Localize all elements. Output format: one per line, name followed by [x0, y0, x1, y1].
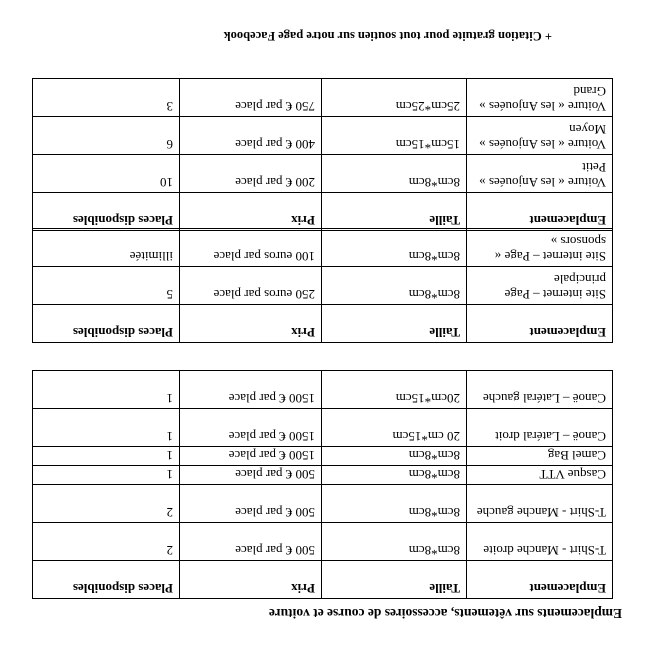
cell-prix: 400 € par place [180, 117, 322, 155]
table-row [33, 229, 613, 267]
column-header-taille: Taille [322, 193, 467, 231]
cell-places: illimitée [33, 229, 180, 267]
table-header-row [33, 193, 613, 231]
cell-places: 6 [33, 117, 180, 155]
column-header-prix: Prix [180, 193, 322, 231]
page-heading: Emplacements sur vêtements, accessoires de course et voiture [268, 606, 622, 621]
cell-prix: 200 € par place [180, 155, 322, 193]
cell-taille: 20 cm*15cm [322, 409, 467, 447]
table-header-row [33, 561, 613, 599]
cell-prix: 250 euros par place [180, 267, 322, 305]
cell-places: 1 [33, 371, 180, 409]
column-header-emplacement: Emplacement [467, 561, 613, 599]
cell-prix: 500 € par place [180, 523, 322, 561]
cell-prix: 500 € par place [180, 485, 322, 523]
table-row [33, 485, 613, 523]
table-row [33, 409, 613, 447]
cell-taille: 8cm*8cm [322, 485, 467, 523]
cell-places: 2 [33, 485, 180, 523]
cell-taille: 8cm*8cm [322, 155, 467, 193]
table-header-row [33, 305, 613, 343]
cell-taille: 8cm*8cm [322, 447, 467, 466]
table-row [33, 155, 613, 193]
cell-emplacement: T-Shirt - Manche droite [467, 523, 613, 561]
facebook-footnote: + Citation gratuite pour tout soutien sur notre page Facebook [223, 29, 552, 43]
table-row [33, 466, 613, 485]
table-row [33, 267, 613, 305]
cell-prix: 100 euros par place [180, 229, 322, 267]
column-header-prix: Prix [180, 561, 322, 599]
car-placements-table [32, 78, 613, 231]
table-row [33, 523, 613, 561]
cell-places: 1 [33, 447, 180, 466]
cell-places: 2 [33, 523, 180, 561]
cell-emplacement: Camel Bag [467, 447, 613, 466]
cell-prix: 1500 € par place [180, 409, 322, 447]
cell-emplacement: Site internet – Page « sponsors » [467, 229, 613, 267]
column-header-emplacement: Emplacement [467, 305, 613, 343]
cell-taille: 20cm*15cm [322, 371, 467, 409]
column-header-places: Places disponibles [33, 561, 180, 599]
column-header-prix: Prix [180, 305, 322, 343]
website-placements-table [32, 228, 613, 343]
cell-emplacement: T-Shirt - Manche gauche [467, 485, 613, 523]
cell-taille: 15cm*15cm [322, 117, 467, 155]
cell-emplacement: Canoë – Latéral gauche [467, 371, 613, 409]
cell-emplacement: Voiture « les Anjouées » Grand [467, 79, 613, 117]
cell-emplacement: Site internet – Page principale [467, 267, 613, 305]
cell-emplacement: Canoë – Latéral droit [467, 409, 613, 447]
table-row [33, 371, 613, 409]
cell-taille: 8cm*8cm [322, 229, 467, 267]
cell-emplacement: Casque VTT [467, 466, 613, 485]
cell-places: 3 [33, 79, 180, 117]
cell-taille: 8cm*8cm [322, 523, 467, 561]
cell-taille: 8cm*8cm [322, 466, 467, 485]
table-row [33, 117, 613, 155]
cell-prix: 750 € par place [180, 79, 322, 117]
cell-places: 1 [33, 409, 180, 447]
cell-prix: 1500 € par place [180, 447, 322, 466]
cell-taille: 8cm*8cm [322, 267, 467, 305]
column-header-taille: Taille [322, 305, 467, 343]
table-row [33, 447, 613, 466]
column-header-places: Places disponibles [33, 305, 180, 343]
cell-emplacement: Voiture « les Anjouées » Petit [467, 155, 613, 193]
column-header-taille: Taille [322, 561, 467, 599]
column-header-emplacement: Emplacement [467, 193, 613, 231]
cell-prix: 1500 € par place [180, 371, 322, 409]
cell-places: 10 [33, 155, 180, 193]
clothing-placements-table [32, 370, 613, 599]
cell-places: 1 [33, 466, 180, 485]
column-header-places: Places disponibles [33, 193, 180, 231]
cell-emplacement: Voiture « les Anjouées » Moyen [467, 117, 613, 155]
table-row [33, 79, 613, 117]
cell-places: 5 [33, 267, 180, 305]
cell-prix: 500 € par place [180, 466, 322, 485]
cell-taille: 25cm*25cm [322, 79, 467, 117]
